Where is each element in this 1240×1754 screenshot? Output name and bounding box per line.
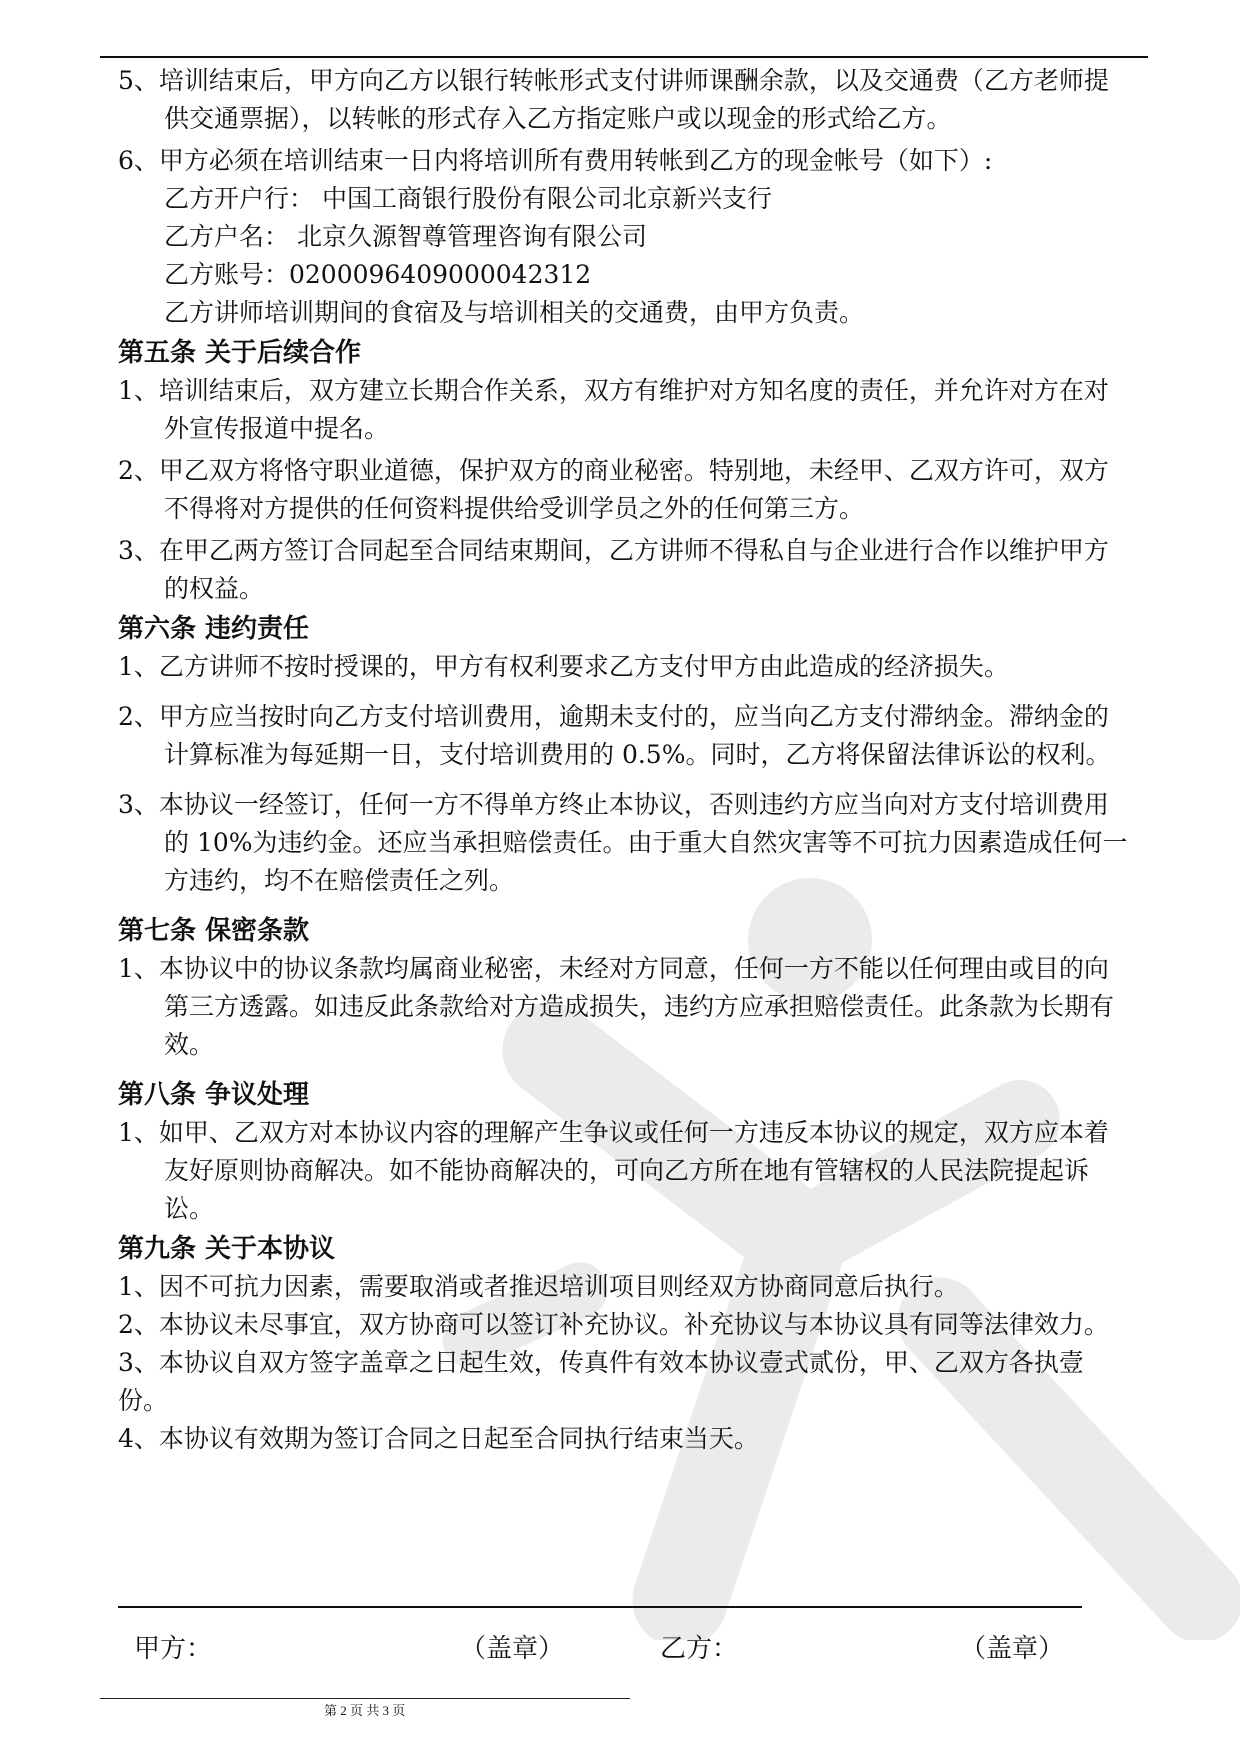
clause-4-6: 6、甲方必须在培训结束一日内将培训所有费用转帐到乙方的现金帐号（如下）: bbox=[118, 146, 993, 175]
party-b-label: 乙方： bbox=[660, 1634, 739, 1664]
header-rule bbox=[100, 56, 1148, 58]
clause-8-1: 1、如甲、乙双方对本协议内容的理解产生争议或任何一方违反本协议的规定，双方应本着友好原则协商解决。如不能协商解决的，可向乙方所在地有管辖权的人民法院提起诉讼。 bbox=[118, 1118, 1109, 1223]
clause-6-2: 2、甲方应当按时向乙方支付培训费用，逾期未支付的，应当向乙方支付滞纳金。滞纳金的计算标准为每延期一日，支付培训费用的 0.5%。同时，乙方将保留法律诉讼的权利。 bbox=[118, 702, 1111, 769]
account-name: 乙方户名： 北京久源智尊管理咨询有限公司 bbox=[164, 222, 647, 251]
clause-9-3: 3、本协议自双方签字盖章之日起生效，传真件有效本协议壹式贰份，甲、乙双方各执壹份。 bbox=[118, 1348, 1084, 1415]
party-a-seal: （盖章） bbox=[460, 1634, 565, 1664]
clause-9-1: 1、因不可抗力因素，需要取消或者推迟培训项目则经双方协商同意后执行。 bbox=[118, 1272, 959, 1301]
section-6-title: 第六条 违约责任 bbox=[118, 614, 310, 644]
signature-rule bbox=[118, 1606, 1082, 1608]
bank-name: 乙方开户行： 中国工商银行股份有限公司北京新兴支行 bbox=[164, 184, 772, 213]
party-b-seal: （盖章） bbox=[960, 1634, 1065, 1664]
section-9-title: 第九条 关于本协议 bbox=[118, 1234, 336, 1264]
clause-4-5: 5、培训结束后，甲方向乙方以银行转帐形式支付讲师课酬余款，以及交通费（乙方老师提供交通票据），以转帐的形式存入乙方指定账户或以现金的形式给乙方。 bbox=[118, 66, 1109, 133]
party-a-label: 甲方： bbox=[134, 1634, 213, 1664]
section-5-title: 第五条 关于后续合作 bbox=[118, 338, 362, 368]
clause-6-1: 1、乙方讲师不按时授课的，甲方有权利要求乙方支付甲方由此造成的经济损失。 bbox=[118, 652, 1009, 681]
clause-9-2: 2、本协议未尽事宜，双方协商可以签订补充协议。补充协议与本协议具有同等法律效力。 bbox=[118, 1310, 1109, 1339]
section-8-title: 第八条 争议处理 bbox=[118, 1080, 310, 1110]
expense-note: 乙方讲师培训期间的食宿及与培训相关的交通费，由甲方负责。 bbox=[164, 298, 865, 327]
clause-7-1: 1、本协议中的协议条款均属商业秘密，未经对方同意，任何一方不能以任何理由或目的向第三方透露。如违反此条款给对方造成损失，违约方应承担赔偿责任。此条款为长期有效。 bbox=[118, 954, 1115, 1059]
clause-5-1: 1、培训结束后，双方建立长期合作关系，双方有维护对方知名度的责任，并允许对方在对外宣传报道中提名。 bbox=[118, 376, 1109, 443]
clause-6-3: 3、本协议一经签订，任何一方不得单方终止本协议，否则违约方应当向对方支付培训费用的 10%为违约金。还应当承担赔偿责任。由于重大自然灾害等不可抗力因素造成任何一方违约，均不在赔偿责任之列。 bbox=[118, 790, 1128, 895]
page-number: 第 2 页 共 3 页 bbox=[324, 1703, 406, 1718]
section-7-title: 第七条 保密条款 bbox=[118, 916, 310, 946]
clause-5-3: 3、在甲乙两方签订合同起至合同结束期间，乙方讲师不得私自与企业进行合作以维护甲方的权益。 bbox=[118, 536, 1109, 603]
contract-body bbox=[118, 62, 1128, 1458]
account-number: 乙方账号：0200096409000042312 bbox=[164, 260, 592, 289]
footer-rule bbox=[100, 1698, 630, 1699]
clause-9-4: 4、本协议有效期为签订合同之日起至合同执行结束当天。 bbox=[118, 1424, 759, 1453]
clause-5-2: 2、甲乙双方将恪守职业道德，保护双方的商业秘密。特别地，未经甲、乙双方许可，双方不得将对方提供的任何资料提供给受训学员之外的任何第三方。 bbox=[118, 456, 1109, 523]
